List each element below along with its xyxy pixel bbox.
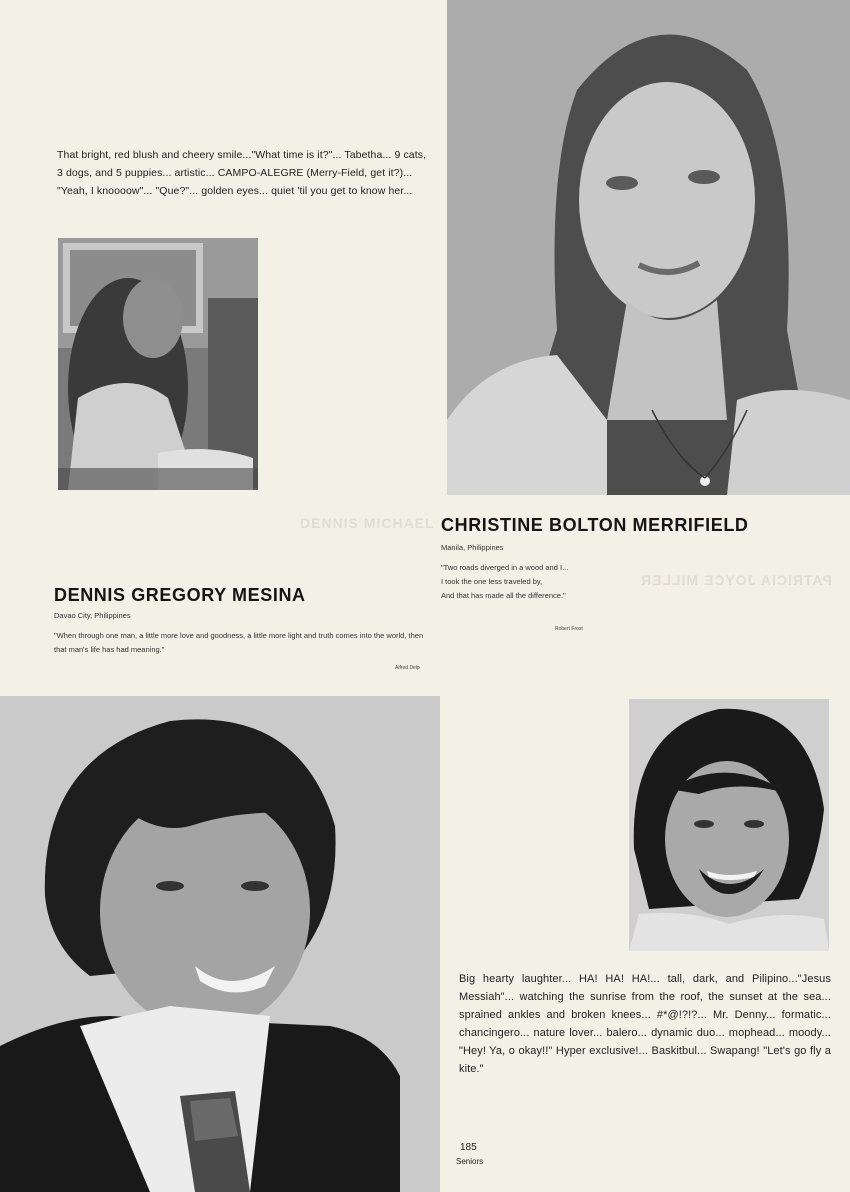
- page-section: Seniors: [456, 1157, 484, 1166]
- page-number: 185: [460, 1142, 477, 1153]
- quote-line: I took the one less traveled by,: [441, 577, 543, 586]
- christine-name: CHRISTINE BOLTON MERRIFIELD: [441, 515, 749, 535]
- christine-quote-attribution: Robert Frost: [555, 626, 583, 632]
- bleed-through-text: DENNIS MICHAEL: [300, 515, 435, 531]
- dennis-bio: Big hearty laughter... HA! HA! HA!... tall, dark, and Pilipino..."Jesus Messiah"... watching the sunrise from the roof, the sunset at the sea... sprained ankles and broken knees... #*@!?!?... Mr. Denny... formatic... chancingero... nature lover... balero... dynamic duo... mophead... moody... "Hey! Ya, o okay!!" Hyper exclusive!... Baskitbul... Swapang! "Let's go fly a kite.": [459, 973, 831, 1075]
- quote-line: And that has made all the difference.": [441, 591, 566, 600]
- quote-line: "Two roads diverged in a wood and I...: [441, 563, 569, 572]
- christine-quote: [441, 561, 701, 603]
- dennis-candid-photo: [629, 699, 829, 951]
- dennis-name: DENNIS GREGORY MESINA: [54, 585, 306, 605]
- christine-hometown: Manila, Philippines: [441, 543, 504, 552]
- dennis-quote-attribution: Alfred Delp: [395, 665, 420, 671]
- dennis-quote: "When through one man, a little more love and goodness, a little more light and truth comes into the world, then that man's life has had meaning.": [54, 631, 424, 654]
- christine-candid-photo: [58, 238, 258, 490]
- dennis-hometown: Davao City, Philippines: [54, 611, 131, 620]
- bleed-through-text: PATRICIA JOYCE MILLER: [640, 572, 832, 588]
- dennis-portrait-photo: [0, 696, 440, 1192]
- christine-portrait-photo: [447, 0, 850, 495]
- christine-bio: That bright, red blush and cheery smile..."What time is it?"... Tabetha... 9 cats, 3 dogs, and 5 puppies... artistic... CAMPO-ALEGRE (Merry-Field, get it?)... "Yeah, I knoooow"... "Que?"... golden eyes... quiet 'til you get to know her...: [57, 149, 427, 197]
